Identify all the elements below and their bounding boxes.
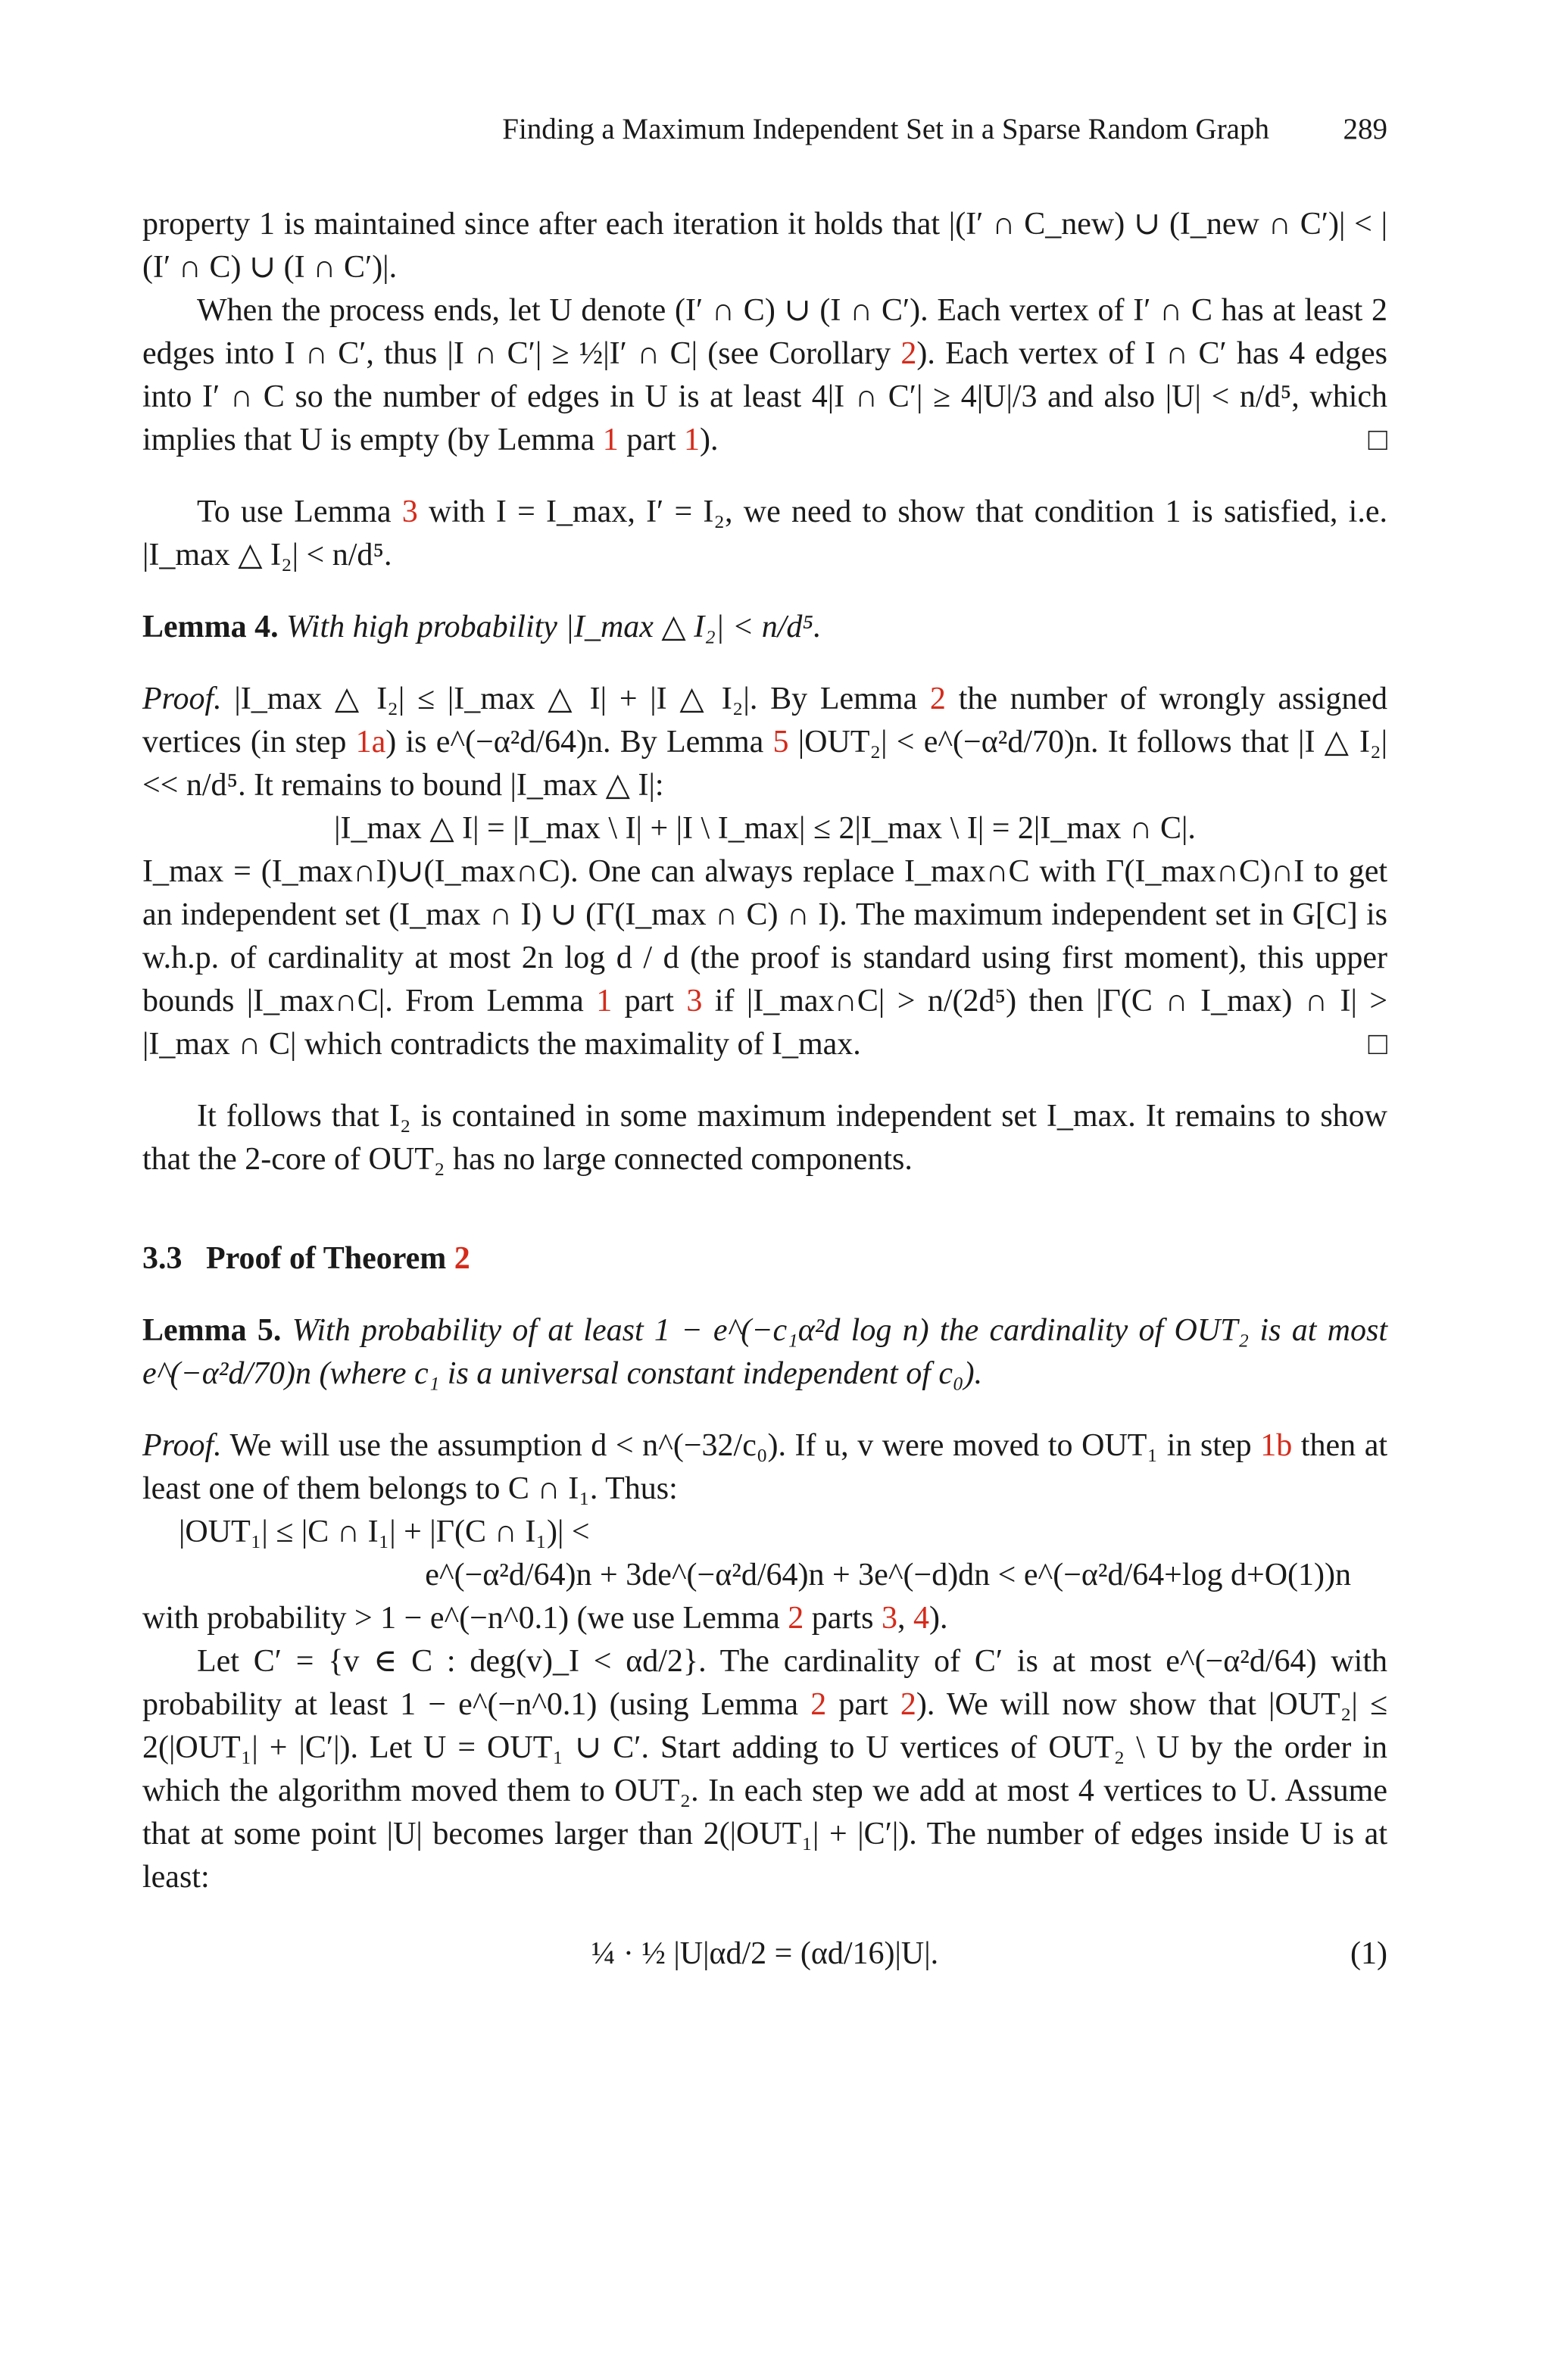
text-segment: We will use the assumption d < n^(−32/c₀). If u, v were moved to OUT₁ in step [221, 1428, 1261, 1463]
text-segment: parts [804, 1601, 882, 1636]
equation-number: (1) [1350, 1936, 1387, 1971]
display-equation: |I_max △ I| = |I_max \ I| + |I \ I_max| ≤ 2|I_max \ I| = 2|I_max ∩ C|. [334, 811, 1196, 846]
proof-lemma-4 [142, 678, 1387, 807]
step-ref[interactable]: 1a [355, 725, 386, 760]
lemma-ref[interactable]: 1 [596, 984, 613, 1018]
text-segment: When the process ends, let U denote (I′ ∩ C) ∪ (I ∩ C′). Each vertex of I′ ∩ C has at least 2 edges into I ∩ C′, thus |I ∩ C′| ≥ ½|I′ ∩ C| (see Corollary [142, 293, 1387, 371]
text-segment: with probability > 1 − e^(−n^0.1) (we use Lemma [142, 1601, 788, 1636]
text-segment: ). [700, 423, 719, 457]
text-segment: the number of wrongly assigned vertices (in step [142, 682, 1387, 760]
text-segment: part [618, 423, 685, 457]
text-segment: , [897, 1601, 913, 1636]
part-ref[interactable]: 1 [684, 423, 701, 457]
paragraph-imax [142, 850, 1387, 1066]
paragraph-process-end [142, 289, 1387, 462]
running-title: Finding a Maximum Independent Set in a Sparse Random Graph [502, 113, 1269, 145]
lemma-statement: With probability of at least 1 − e^(−c₁α²d log n) the cardinality of OUT₂ is at most e^(−α²d/70)n (where c₁ is a universal constant independent of c₀). [142, 1313, 1388, 1391]
text-segment: I_max = (I_max∩I)∪(I_max∩C). One can always replace I_max∩C with Γ(I_max∩C)∩I to get an independent set (I_max ∩ I) ∪ (Γ(I_max ∩ C) ∩ I). The maximum independent set in G[C] is w.h.p. of cardinality at most 2n log d / d (the proof is standard using first moment), this upper bounds |I_max∩C|. From Lemma [142, 854, 1387, 1018]
section-number: 3.3 [142, 1241, 183, 1276]
lemma-4 [142, 606, 1387, 649]
display-equation-line2: e^(−α²d/64)n + 3de^(−α²d/64)n + 3e^(−d)dn < e^(−α²d/64+log d+O(1))n [425, 1558, 1351, 1592]
lemma-label: Lemma 4. [142, 610, 279, 644]
proof-label: Proof. [142, 1428, 222, 1463]
part-ref[interactable]: 4 [913, 1601, 929, 1636]
lemma-ref[interactable]: 2 [929, 682, 946, 716]
text-segment: To use Lemma [197, 494, 402, 529]
part-ref[interactable]: 3 [686, 984, 703, 1018]
lemma-ref[interactable]: 2 [810, 1687, 827, 1722]
proof-label: Proof. [142, 682, 222, 716]
lemma-ref[interactable]: 3 [401, 494, 418, 529]
lemma-statement: With high probability |I_max △ I₂| < n/d⁵. [286, 610, 822, 644]
part-ref[interactable]: 2 [900, 1687, 916, 1722]
step-ref[interactable]: 1b [1260, 1428, 1293, 1463]
text-segment: |I_max △ I₂| ≤ |I_max △ I| + |I △ I₂|. By Lemma [221, 682, 930, 716]
section-heading [142, 1237, 1387, 1280]
text-segment: ) is e^(−α²d/64)n. By Lemma [385, 725, 773, 760]
section-title: Proof of Theorem [206, 1241, 454, 1276]
lemma-ref[interactable]: 5 [772, 725, 789, 760]
text-segment: with I = I_max, I′ = I₂, we need to show that condition 1 is satisfied, i.e. |I_max △ I₂| < n/d⁵. [142, 494, 1387, 572]
running-header [142, 112, 1387, 154]
proof-lemma-5 [142, 1424, 1387, 1511]
corollary-ref[interactable]: 2 [900, 336, 917, 371]
text-segment: part [612, 984, 687, 1018]
text-segment: Let C′ = {v ∈ C : deg(v)_I < αd/2}. The cardinality of C′ is at most e^(−α²d/64) with probability at least 1 − e^(−n^0.1) (using Lemma [142, 1644, 1387, 1722]
page-number: 289 [1343, 113, 1387, 145]
text-segment: ). [928, 1601, 948, 1636]
text-segment: ). We will now show that |OUT₂| ≤ 2(|OUT₁| + |C′|). Let U = OUT₁ ∪ C′. Start adding to U vertices of OUT₂ \ U by the order in which the algorithm moved them to OUT₂. In each step we add at most 4 vertices to U. Assume that at some point |U| becomes larger than 2(|OUT₁| + |C′|). The number of edges inside U is at least: [142, 1687, 1387, 1895]
paragraph-contained: It follows that I₂ is contained in some maximum independent set I_max. It remains to show that the 2-core of OUT₂ has no large connected components. [142, 1099, 1387, 1177]
lemma-ref[interactable]: 1 [602, 423, 619, 457]
part-ref[interactable]: 3 [881, 1601, 897, 1636]
numbered-equation [142, 1932, 1387, 1976]
theorem-ref[interactable]: 2 [454, 1241, 470, 1276]
lemma-ref[interactable]: 2 [788, 1601, 804, 1636]
qed-icon: □ [1368, 1027, 1387, 1062]
paragraph-use-lemma3 [142, 491, 1387, 577]
lemma-label: Lemma 5. [142, 1313, 282, 1348]
text-segment: then at least one of them belongs to C ∩ I₁. Thus: [142, 1428, 1388, 1506]
body-text [142, 203, 1387, 1976]
display-equation-line1: |OUT₁| ≤ |C ∩ I₁| + |Γ(C ∩ I₁)| < [179, 1514, 590, 1549]
paragraph-probability [142, 1597, 1387, 1640]
text-segment: ). Each vertex of I ∩ C′ has 4 edges into I′ ∩ C so the number of edges in U is at least 4|I ∩ C′| ≥ 4|U|/3 and also |U| < n/d⁵, which implies that U is empty (by Lemma [142, 336, 1387, 457]
paragraph-let-c-prime [142, 1640, 1387, 1899]
text-segment: part [826, 1687, 900, 1722]
qed-icon: □ [1368, 423, 1387, 457]
text-segment: if |I_max∩C| > n/(2d⁵) then |Γ(C ∩ I_max) ∩ I| > |I_max ∩ C| which contradicts the maximality of I_max. [142, 984, 1388, 1062]
equation-body: ¼ · ½ |U|αd/2 = (αd/16)|U|. [591, 1936, 939, 1971]
lemma-5 [142, 1309, 1387, 1396]
paragraph-continuation: property 1 is maintained since after each iteration it holds that |(I′ ∩ C_new) ∪ (I_new ∩ C′)| < |(I′ ∩ C) ∪ (I ∩ C′)|. [142, 207, 1387, 285]
text-segment: |OUT₂| < e^(−α²d/70)n. It follows that |I △ I₂| << n/d⁵. It remains to bound |I_max △ I|: [142, 725, 1387, 803]
